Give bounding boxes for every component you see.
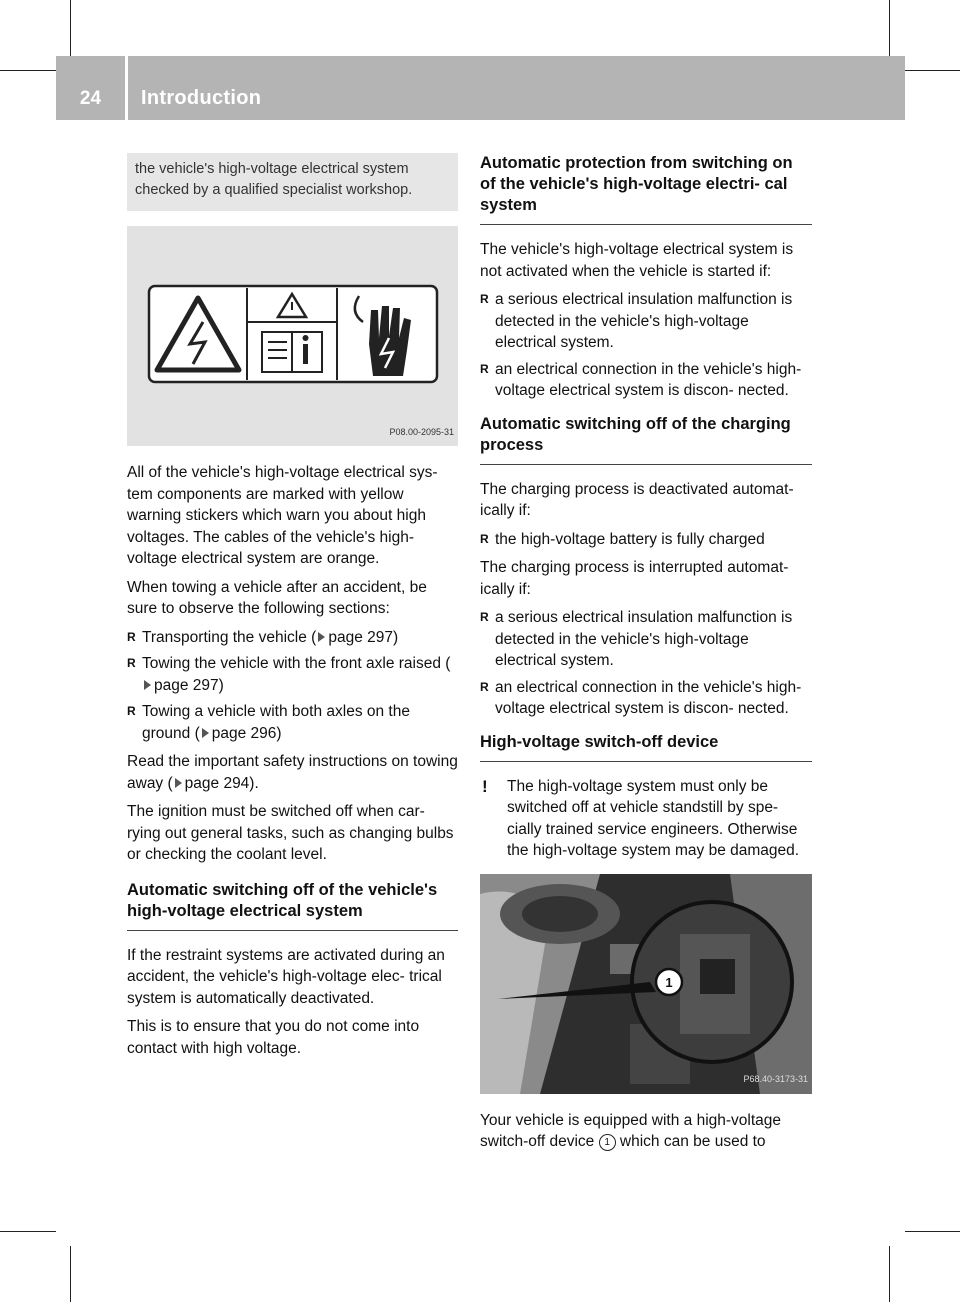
- section-heading: Automatic switching off of the vehicle's high-voltage electrical system: [127, 880, 458, 931]
- crop-mark: [905, 1231, 960, 1232]
- crop-mark: [70, 1246, 71, 1302]
- bullet-list: [480, 607, 812, 720]
- left-column: [127, 153, 458, 1066]
- switch-off-device-photo: [480, 874, 812, 1094]
- paragraph: The vehicle's high-voltage electrical system is not activated when the vehicle is started if:: [480, 241, 794, 280]
- paragraph: The charging process is deactivated automat- ically if:: [480, 480, 794, 519]
- crop-mark: [0, 1231, 56, 1232]
- warning-sticker-illustration: [127, 226, 458, 446]
- note-box: the vehicle's high-voltage electrical system checked by a qualified specialist workshop.: [127, 153, 458, 211]
- page-number: 24: [79, 88, 102, 109]
- switch-off-device-figure: [480, 874, 812, 1094]
- paragraph: If the restraint systems are activated during an accident, the vehicle's high-voltage elec- trical system is automatically deactivated.: [127, 946, 445, 1007]
- page-link[interactable]: page 294).: [184, 774, 259, 792]
- paragraph: Your vehicle is equipped with a high-voltage switch-off device 1 which can be used to: [480, 1111, 782, 1150]
- page-ref-arrow-icon: [202, 728, 209, 738]
- section-title: Introduction: [141, 87, 262, 109]
- section-heading: Automatic protection from switching on of the vehicle's high-voltage electri- cal system: [480, 153, 812, 225]
- header-divider: [125, 56, 128, 120]
- paragraph: This is to ensure that you do not come into contact with high voltage.: [127, 1018, 420, 1057]
- paragraph: The ignition must be switched off when car- rying out general tasks, such as changing bulbs or checking the coolant level.: [127, 803, 454, 863]
- list-item: R an electrical connection in the vehicle's high-voltage electrical system is discon- nected.: [480, 677, 812, 720]
- list-item: R Towing a vehicle with both axles on the ground ( page 296): [127, 701, 458, 744]
- crop-mark: [889, 1246, 890, 1302]
- crop-mark: [889, 0, 890, 56]
- exclamation-icon: !: [482, 776, 488, 796]
- figure-code: P68.40-3173-31: [743, 1074, 808, 1084]
- paragraph: When towing a vehicle after an accident, be sure to observe the following sections:: [127, 578, 427, 617]
- list-item: R a serious electrical insulation malfunction is detected in the vehicle's high-voltage electrical system.: [480, 289, 812, 354]
- bullet-list: [480, 529, 812, 551]
- page-link[interactable]: page 297): [328, 628, 399, 646]
- right-column: [480, 153, 812, 1160]
- towing-references-list: [127, 627, 458, 745]
- crop-mark: [0, 70, 56, 71]
- callout-1: 1: [665, 974, 673, 990]
- section-heading: High-voltage switch-off device: [480, 732, 812, 762]
- bullet-list: [480, 289, 812, 402]
- list-item: R a serious electrical insulation malfunction is detected in the vehicle's high-voltage electrical system.: [480, 607, 812, 672]
- page-ref-arrow-icon: [144, 680, 151, 690]
- page-link[interactable]: page 296): [211, 724, 282, 742]
- page-link[interactable]: page 297): [154, 676, 224, 694]
- paragraph: The charging process is interrupted automat- ically if:: [480, 559, 789, 598]
- warning-text: The high-voltage system must only be switched off at vehicle standstill by spe- cially trained service engineers. Otherwise the high-voltage system may be damaged.: [507, 777, 800, 859]
- crop-mark: [905, 70, 960, 71]
- warning-note: [480, 776, 812, 862]
- paragraph: Read the important safety instructions on towing away ( page 294).: [127, 753, 458, 792]
- list-item: R an electrical connection in the vehicle's high-voltage electrical system is discon- nected.: [480, 359, 812, 402]
- crop-mark: [70, 0, 71, 56]
- warning-sticker-figure: [127, 226, 458, 446]
- page-ref-arrow-icon: [318, 632, 325, 642]
- list-item: R the high-voltage battery is fully charged: [480, 529, 812, 551]
- callout-number: 1: [599, 1134, 616, 1151]
- figure-code: P08.00-2095-31: [389, 426, 454, 437]
- list-item: R Transporting the vehicle ( page 297): [127, 627, 458, 649]
- page-ref-arrow-icon: [175, 778, 182, 788]
- list-item: R Towing the vehicle with the front axle raised (page 297): [127, 653, 458, 696]
- paragraph: All of the vehicle's high-voltage electrical sys- tem components are marked with yellow warning stickers which warn you about high voltages. The cables of the vehicle's high- voltage electrical system are orange.: [127, 464, 438, 567]
- section-heading: Automatic switching off of the charging process: [480, 414, 812, 465]
